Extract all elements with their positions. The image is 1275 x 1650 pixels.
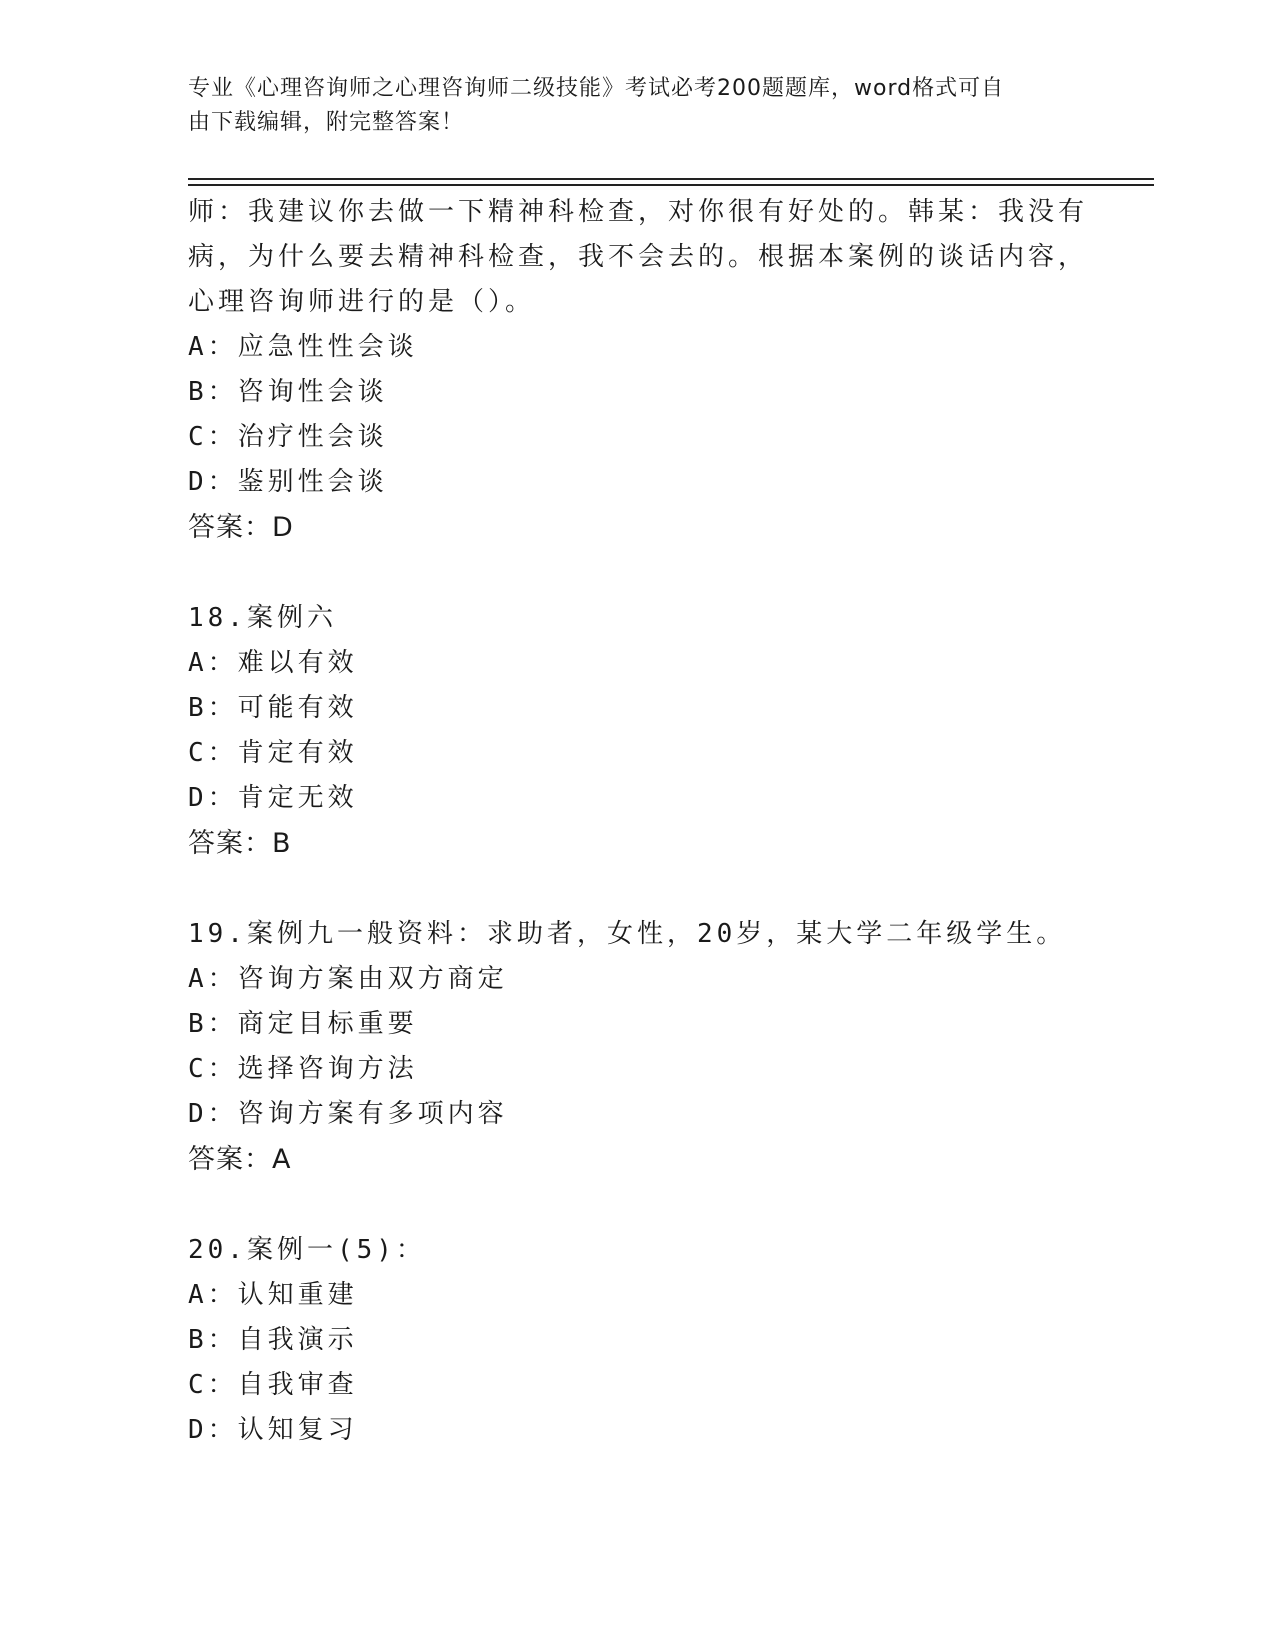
question-stem: 18.案例六 [188, 603, 337, 633]
option-b: B：商定目标重要 [188, 1009, 418, 1039]
option-a: A：认知重建 [188, 1280, 358, 1310]
question-17 [188, 190, 1088, 550]
option-b: B：自我演示 [188, 1325, 358, 1355]
question-18 [188, 596, 1088, 866]
option-d: D：肯定无效 [188, 783, 358, 813]
spacer [188, 550, 1088, 596]
option-d: D：咨询方案有多项内容 [188, 1099, 508, 1129]
option-c: C：选择咨询方法 [188, 1054, 418, 1084]
option-a: A：咨询方案由双方商定 [188, 964, 508, 994]
header-title-line-1: 专业《心理咨询师之心理咨询师二级技能》考试必考200题题库，word格式可自 [188, 76, 1005, 101]
question-stem: 心理咨询师进行的是（）。 [188, 287, 536, 317]
answer-label: 答案：A [188, 1144, 292, 1175]
header-rule-bottom [188, 184, 1154, 186]
option-b: B：可能有效 [188, 693, 358, 723]
question-stem: 19.案例九一般资料：求助者，女性，20岁，某大学二年级学生。 [188, 919, 1067, 949]
question-stem: 师：我建议你去做一下精神科检查，对你很有好处的。韩某：我没有 [188, 197, 1089, 227]
answer-label: 答案：D [188, 512, 294, 543]
spacer [188, 866, 1088, 912]
question-stem: 病，为什么要去精神科检查，我不会去的。根据本案例的谈话内容， [188, 242, 1089, 272]
option-c: C：治疗性会谈 [188, 422, 388, 452]
spacer [188, 1182, 1088, 1228]
question-list [188, 190, 1088, 1453]
option-c: C：自我审查 [188, 1370, 358, 1400]
option-d: D：鉴别性会谈 [188, 467, 388, 497]
option-a: A：应急性性会谈 [188, 332, 418, 362]
option-a: A：难以有效 [188, 648, 358, 678]
header-title-line-2: 由下载编辑，附完整答案！ [188, 110, 465, 135]
option-b: B：咨询性会谈 [188, 377, 388, 407]
answer-label: 答案：B [188, 828, 292, 859]
option-c: C：肯定有效 [188, 738, 358, 768]
question-20 [188, 1228, 1088, 1453]
question-stem: 20.案例一(5)： [188, 1235, 426, 1265]
option-d: D：认知复习 [188, 1415, 358, 1445]
question-19 [188, 912, 1088, 1182]
header-rule-top [188, 178, 1154, 180]
